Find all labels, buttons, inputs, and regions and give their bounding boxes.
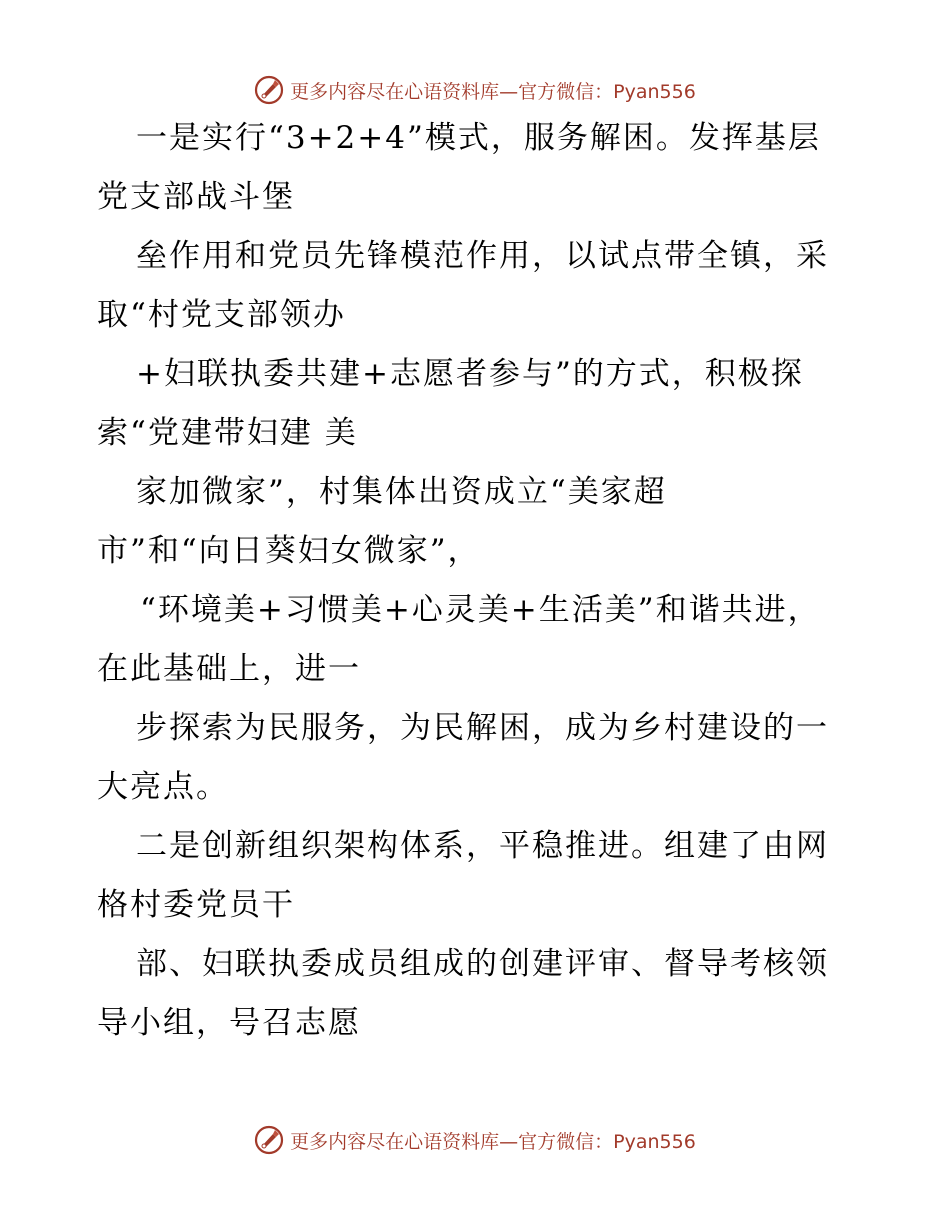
header-banner — [0, 70, 950, 110]
logo-icon — [254, 75, 284, 105]
text-line: +妇联执委共建+志愿者参与”的方式，积极探 — [136, 356, 804, 392]
text-line: 大亮点。 — [97, 769, 229, 805]
text-line: 一是实行“3+2+4”模式，服务解困。发挥基层 — [136, 120, 821, 156]
text-line: “环境美+习惯美+心灵美+生活美”和谐共进， — [140, 592, 821, 628]
footer-banner-text: 更多内容尽在心语资料库—官方微信：Pyan556 — [290, 1130, 696, 1153]
header-banner-text: 更多内容尽在心语资料库—官方微信：Pyan556 — [290, 80, 696, 103]
text-line: 家加微家”，村集体出资成立“美家超 — [136, 474, 667, 510]
text-line: 步探索为民服务，为民解困，成为乡村建设的一 — [136, 710, 829, 746]
text-line: 索“党建带妇建 美 — [97, 415, 358, 451]
footer-banner — [0, 1120, 950, 1160]
text-line: 二是创新组织架构体系，平稳推进。组建了由网 — [136, 828, 829, 864]
text-line: 在此基础上，进一 — [97, 651, 361, 687]
text-line: 部、妇联执委成员组成的创建评审、督导考核领 — [136, 946, 829, 982]
text-line: 取“村党支部领办 — [97, 297, 346, 333]
text-line: 垒作用和党员先锋模范作用，以试点带全镇，采 — [136, 238, 829, 274]
text-line: 导小组，号召志愿 — [97, 1005, 361, 1041]
text-line: 市”和“向日葵妇女微家”， — [97, 533, 481, 569]
text-line: 党支部战斗堡 — [97, 179, 295, 215]
logo-icon — [254, 1125, 284, 1155]
text-line: 格村委党员干 — [97, 887, 295, 923]
